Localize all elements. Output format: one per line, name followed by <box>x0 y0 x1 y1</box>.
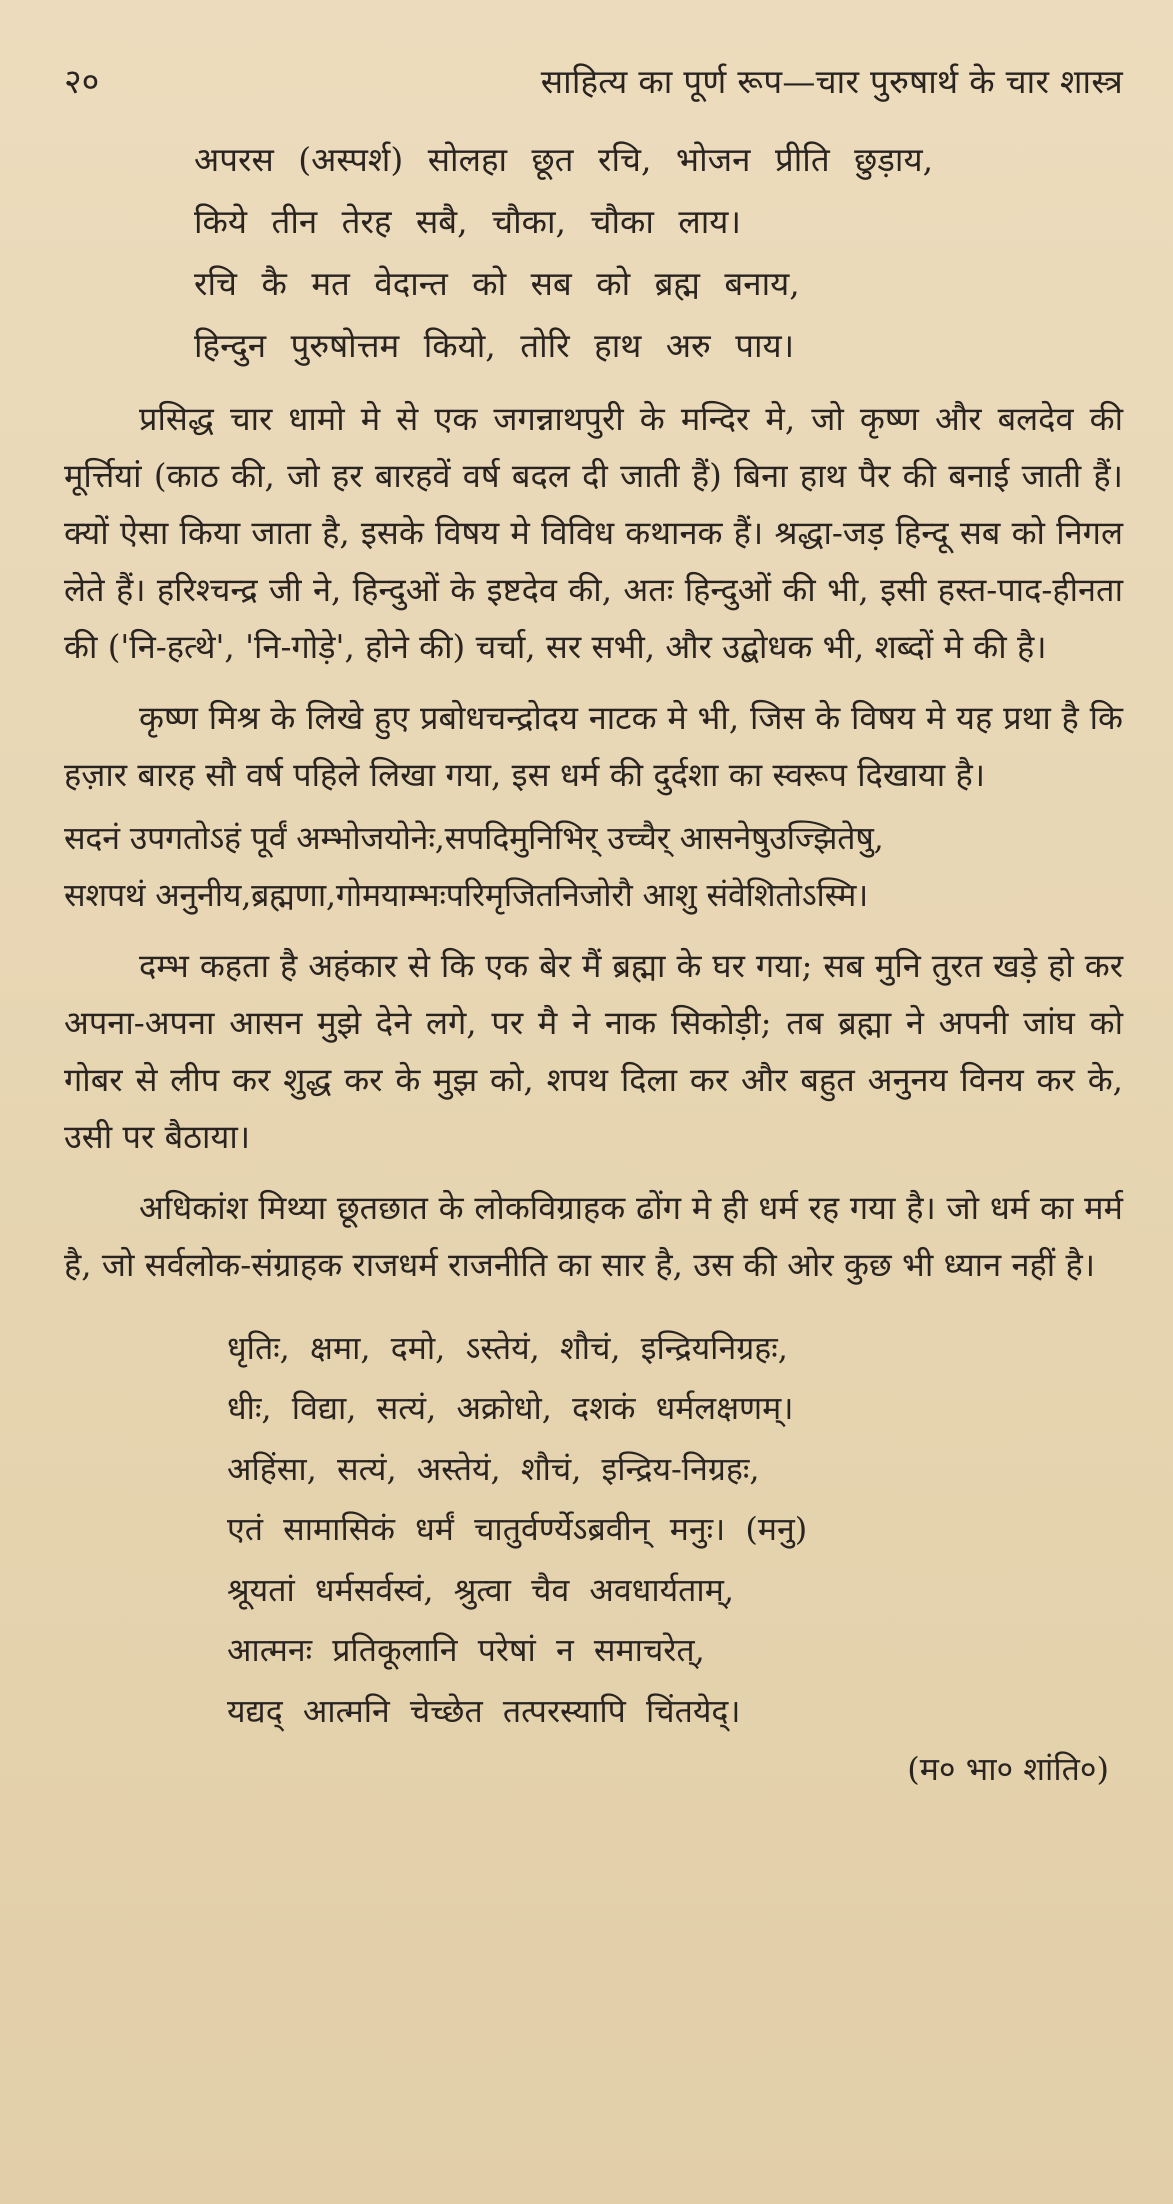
verse-line: किये तीन तेरह सबै, चौका, चौका लाय। <box>194 201 741 241</box>
body-paragraph: दम्भ कहता है अहंकार से कि एक बेर मैं ब्रह्मा के घर गया; सब मुनि तुरत खड़े हो कर अपना-अपना आसन मुझे देने लगे, पर मै ने नाक सिकोड़ी; तब ब्रह्मा ने अपनी जांघ को गोबर से लीप कर शुद्ध कर के मुझ को, शपथ दिला कर और बहुत अनुनय विनय कर के, उसी पर बैठाया। <box>64 946 1123 1156</box>
page-header <box>64 62 1123 103</box>
shloka-line: अहिंसा, सत्यं, अस्तेयं, शौचं, इन्द्रिय-निग्रहः, <box>227 1449 760 1488</box>
shloka-line: यद्यद् आत्मनि चेच्छेत तत्परस्यापि चिंतयेद्। <box>227 1691 741 1730</box>
body-paragraph: प्रसिद्ध चार धामो मे से एक जगन्नाथपुरी के मन्दिर मे, जो कृष्ण और बलदेव की मूर्त्तियां (काठ की, जो हर बारहवें वर्ष बदल दी जाती हैं) बिना हाथ पैर की बनाई जाती हैं। क्यों ऐसा किया जाता है, इसके विषय मे विविध कथानक हैं। श्रद्धा-जड़ हिन्दू सब को निगल लेते हैं। हरिश्चन्द्र जी ने, हिन्दुओं के इष्टदेव की, अतः हिन्दुओं की भी, इसी हस्त-पाद-हीनता की ('नि-हत्थे', 'नि-गोड़े', होने की) चर्चा, सर सभी, और उद्बोधक भी, शब्दों मे की है। <box>64 399 1123 666</box>
shloka-line: धृतिः, क्षमा, दमो, ऽस्तेयं, शौचं, इन्द्रियनिग्रहः, <box>227 1328 788 1367</box>
sanskrit-shloka <box>227 1318 1123 1742</box>
body-paragraph: अधिकांश मिथ्या छूतछात के लोकविग्राहक ढोंग मे ही धर्म रह गया है। जो धर्म का मर्म है, जो सर्वलोक-संग्राहक राजधर्म राजनीति का सार है, उस की ओर कुछ भी ध्यान नहीं है। <box>64 1188 1123 1284</box>
verse-line: रचि कै मत वेदान्त को सब को ब्रह्म बनाय, <box>194 263 800 303</box>
source-citation: (म० भा० शांति०) <box>907 1750 1109 1789</box>
sanskrit-quotation <box>64 810 1123 924</box>
sanskrit-line: सशपथं अनुनीय,ब्रह्मणा,गोमयाम्भःपरिमृजितनिजोरौ आशु संवेशितोऽस्मि। <box>64 875 869 914</box>
shloka-line: आत्मनः प्रतिकूलानि परेषां न समाचरेत्, <box>227 1631 705 1670</box>
hindi-verse <box>194 129 1123 377</box>
shloka-line: श्रूयतां धर्मसर्वस्वं, श्रुत्वा चैव अवधार्यताम्, <box>227 1570 735 1609</box>
shloka-line: धीः, विद्या, सत्यं, अक्रोधो, दशकं धर्मलक्षणम्। <box>227 1389 794 1428</box>
verse-line: अपरस (अस्पर्श) सोलहा छूत रचि, भोजन प्रीति छुड़ाय, <box>194 139 934 179</box>
sanskrit-line: सदनं उपगतोऽहं पूर्वं अम्भोजयोनेः,सपदिमुनिभिर् उच्चैर् आसनेषुउज्झितेषु, <box>64 818 884 857</box>
page-number: २० <box>64 62 100 102</box>
verse-line: हिन्दुन पुरुषोत्तम कियो, तोरि हाथ अरु पाय। <box>194 325 795 365</box>
running-title: साहित्य का पूर्ण रूप—चार पुरुषार्थ के चार शास्त्र <box>540 62 1123 101</box>
shloka-line: एतं सामासिकं धर्मं चातुर्वर्ण्येऽब्रवीन् मनुः। (मनु) <box>227 1510 808 1549</box>
body-paragraph: कृष्ण मिश्र के लिखे हुए प्रबोधचन्द्रोदय नाटक मे भी, जिस के विषय मे यह प्रथा है कि हज़ार बारह सौ वर्ष पहिले लिखा गया, इस धर्म की दुर्दशा का स्वरूप दिखाया है। <box>64 698 1123 794</box>
